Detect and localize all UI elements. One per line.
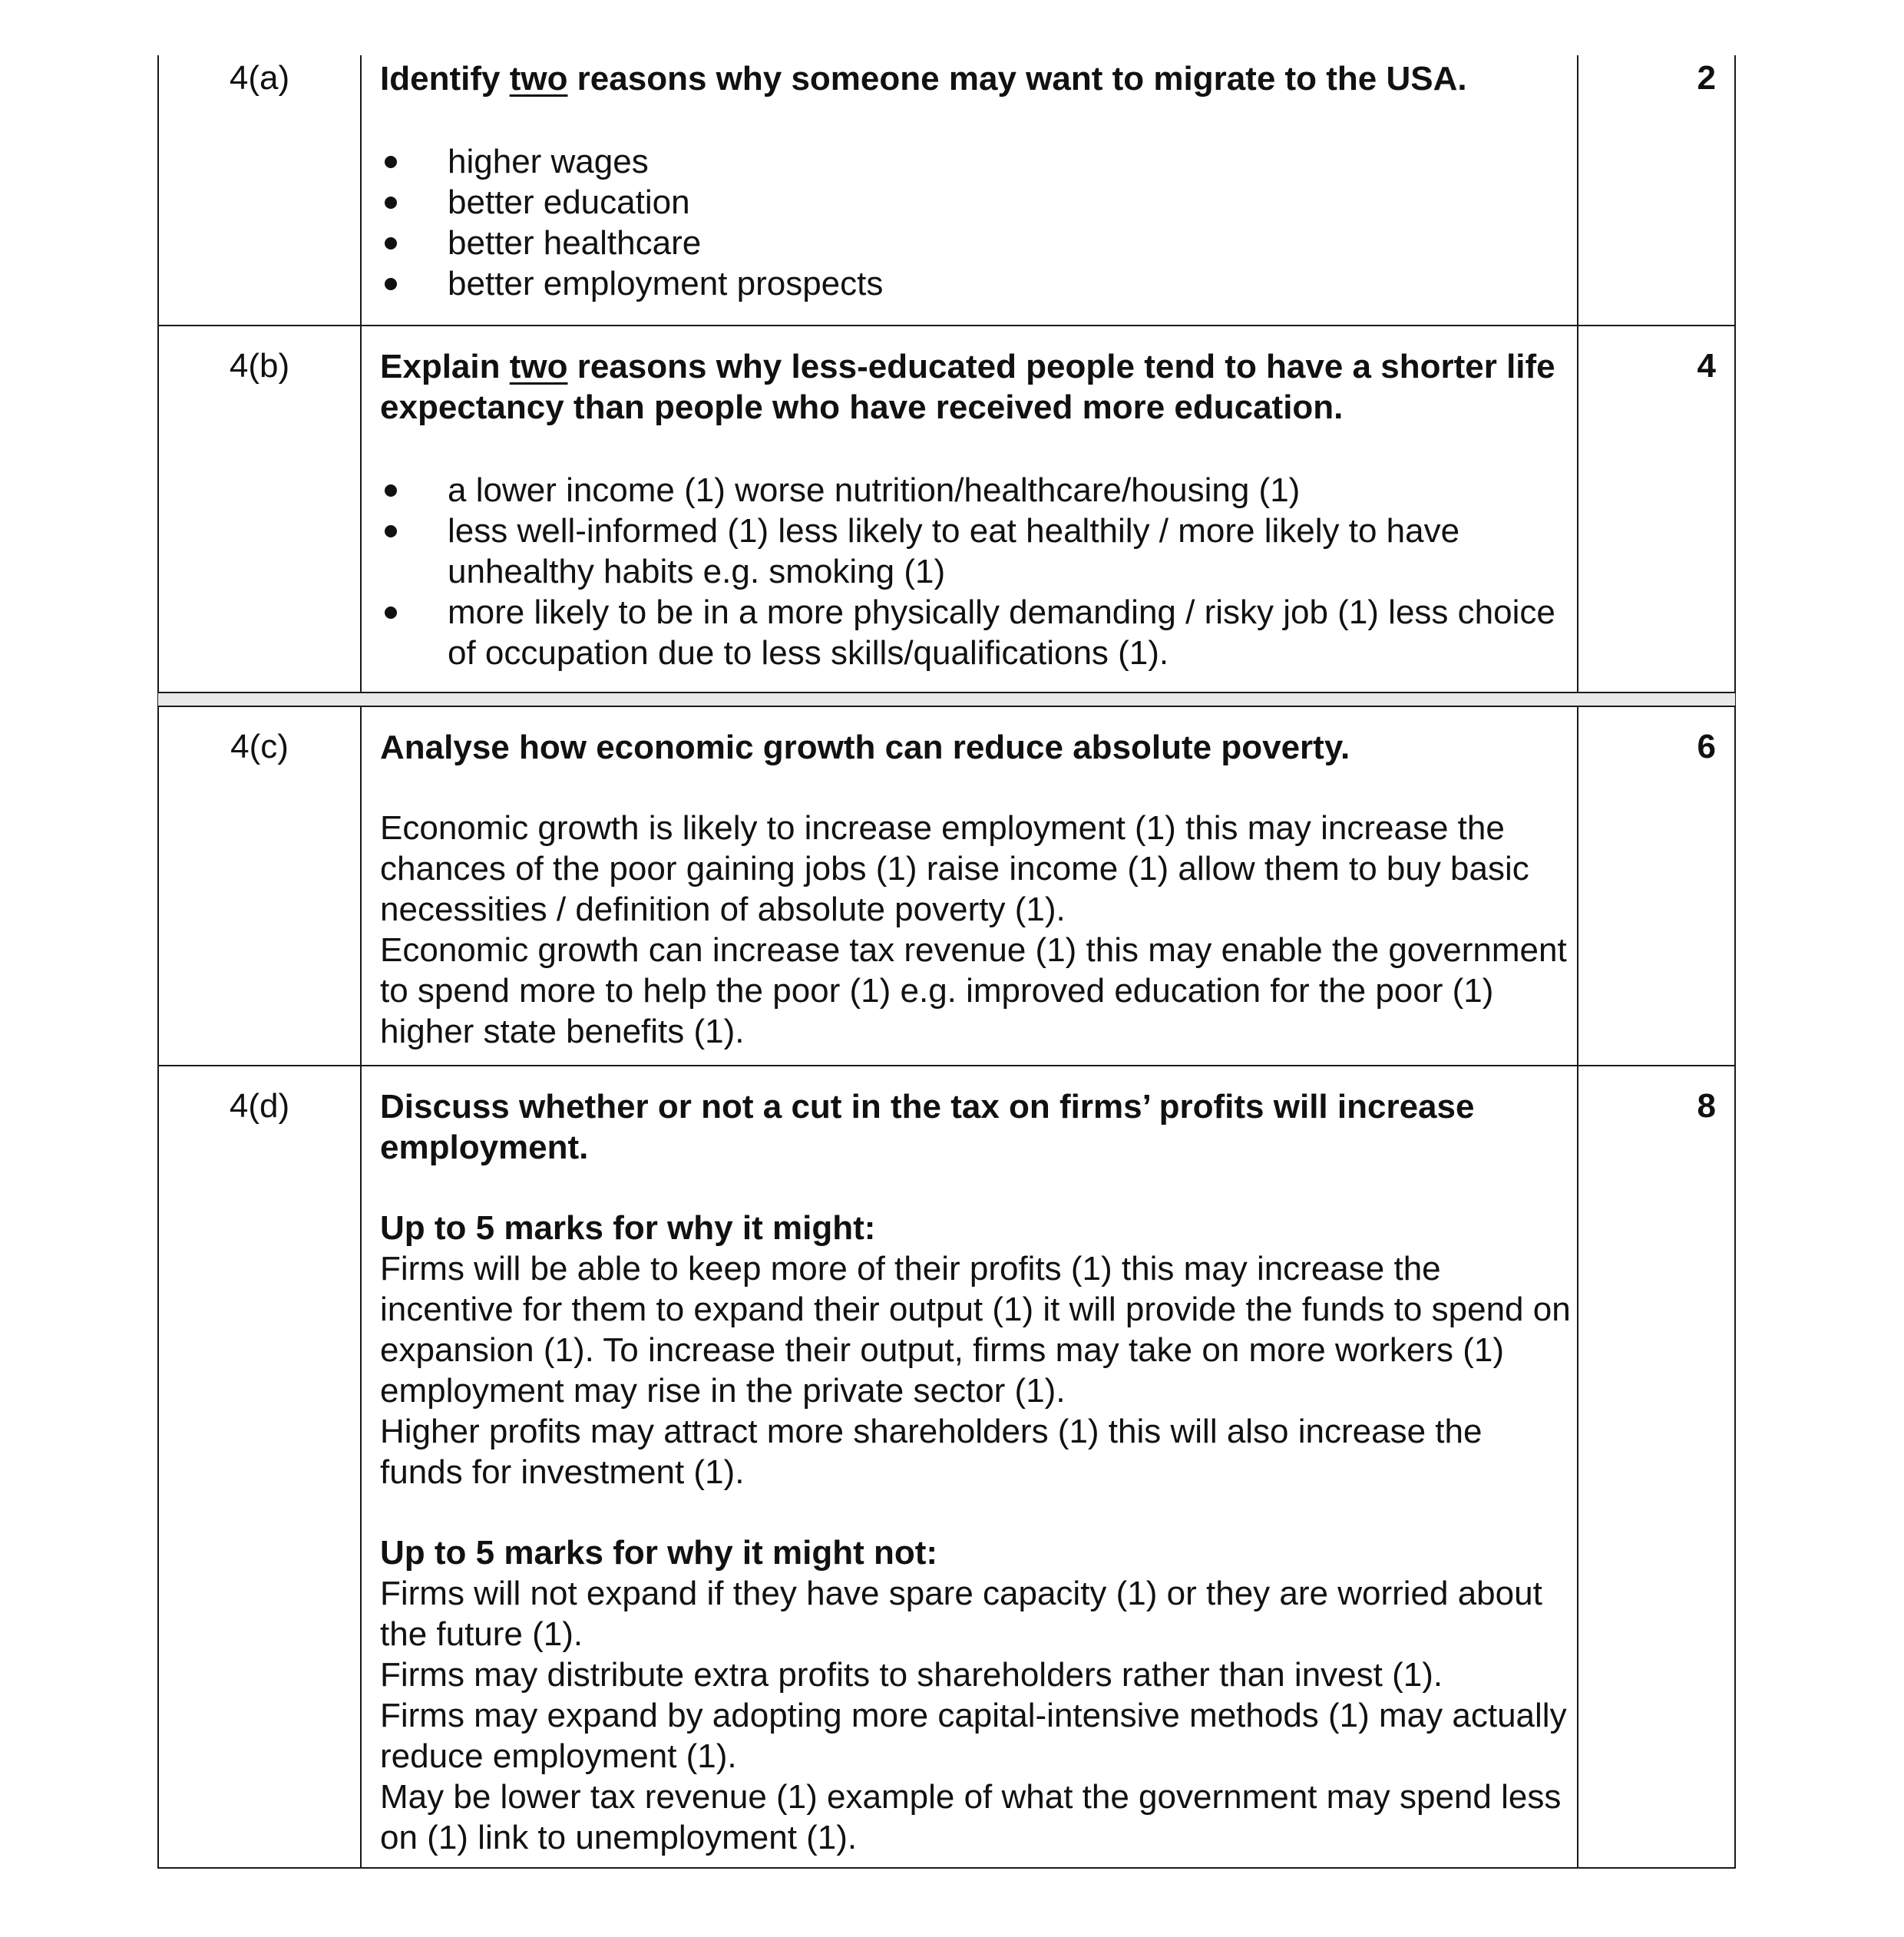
answer-paragraph: Firms may expand by adopting more capital-intensive methods (1) may actually reduce employment (1). [380, 1697, 1567, 1775]
question-number: 4(c) [230, 728, 289, 765]
bullet-icon [385, 484, 397, 497]
list-item: a lower income (1) worse nutrition/healthcare/housing (1) [380, 470, 1574, 511]
section-heading-might-not: Up to 5 marks for why it might not: [380, 1534, 938, 1572]
list-item: better employment prospects [380, 263, 1574, 304]
row-divider-c-start [157, 706, 1736, 707]
answer-cell [380, 58, 1574, 304]
answer-paragraph: Firms will be able to keep more of their profits (1) this may increase the incentive for them to expand their output (1) it will provide the funds to spend on expansion (1). To increase their output, firms may take on more workers (1) employment may rise in the private sector (1). [380, 1250, 1571, 1410]
marks-value: 2 [1697, 59, 1716, 97]
bullet-icon [385, 525, 397, 537]
question-text: Explain two reasons why less-educated people tend to have a shorter life expectancy than people who have received more education. [380, 348, 1555, 426]
question-number: 4(a) [229, 59, 290, 97]
row-gap-band [158, 692, 1735, 706]
list-item: higher wages [380, 141, 1574, 182]
answer-paragraph: Economic growth is likely to increase employment (1) this may increase the chances of the poor gaining jobs (1) raise income (1) allow them to buy basic necessities / definition of absolute poverty (1). [380, 809, 1529, 928]
answer-bullet-list [380, 470, 1574, 673]
answer-cell [380, 727, 1574, 1052]
answer-paragraph: Higher profits may attract more shareholders (1) this will also increase the funds for investment (1). [380, 1413, 1483, 1491]
answer-paragraph: Firms may distribute extra profits to shareholders rather than invest (1). [380, 1656, 1443, 1694]
question-number: 4(b) [229, 347, 290, 385]
marks-value: 4 [1697, 347, 1716, 385]
answer-paragraph: Economic growth can increase tax revenue (1) this may enable the government to spend more to help the poor (1) e.g. improved education for the poor (1) higher state benefits (1). [380, 931, 1567, 1050]
column-divider-1 [360, 55, 362, 1869]
marks-value: 8 [1697, 1087, 1716, 1125]
question-text: Identify two reasons why someone may want to migrate to the USA. [380, 60, 1467, 98]
section-heading-might: Up to 5 marks for why it might: [380, 1209, 876, 1247]
row-divider-b-end [157, 692, 1736, 693]
answer-paragraph: Firms will not expand if they have spare capacity (1) or they are worried about the future (1). [380, 1575, 1542, 1653]
bullet-icon [385, 607, 397, 619]
table-border-right [1734, 55, 1736, 1869]
answer-bullet-list [380, 141, 1574, 304]
bullet-icon [385, 156, 397, 168]
question-number: 4(d) [229, 1087, 290, 1125]
answer-cell [380, 346, 1574, 673]
row-divider-a-b [157, 325, 1736, 326]
list-item: better healthcare [380, 223, 1574, 263]
list-item: less well-informed (1) less likely to eat healthily / more likely to have unhealthy habits e.g. smoking (1) [380, 511, 1574, 592]
bullet-icon [385, 278, 397, 290]
row-divider-c-d [157, 1065, 1736, 1066]
column-divider-2 [1577, 55, 1578, 1869]
question-text: Discuss whether or not a cut in the tax on firms’ profits will increase employment. [380, 1088, 1475, 1166]
list-item: more likely to be in a more physically demanding / risky job (1) less choice of occupation due to less skills/qualifications (1). [380, 592, 1574, 673]
marks-value: 6 [1697, 728, 1716, 765]
table-border-bottom [157, 1867, 1736, 1869]
bullet-icon [385, 197, 397, 209]
bullet-icon [385, 237, 397, 250]
answer-paragraph: May be lower tax revenue (1) example of what the government may spend less on (1) link to unemployment (1). [380, 1778, 1562, 1856]
table-border-left [157, 55, 159, 1869]
answer-cell [380, 1086, 1574, 1858]
question-text: Analyse how economic growth can reduce absolute poverty. [380, 729, 1350, 766]
list-item: better education [380, 182, 1574, 223]
